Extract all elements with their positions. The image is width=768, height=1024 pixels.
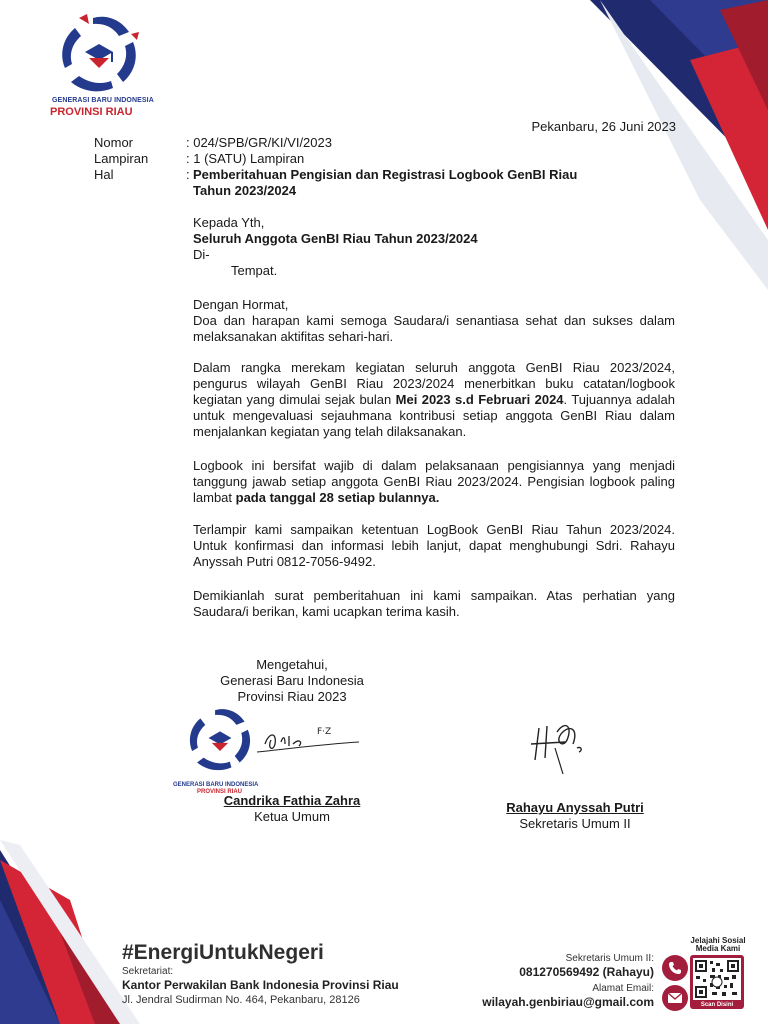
paragraph-2 <box>193 360 675 440</box>
lampiran-label: Lampiran <box>94 151 149 166</box>
footer-office-name: Kantor Perwakilan Bank Indonesia Provinsi Riau <box>122 978 399 992</box>
footer-contact-phone: 081270569492 (Rahayu) <box>519 965 654 979</box>
stamp-caption1: GENERASI BARU INDONESIA <box>173 782 259 788</box>
qr-code-icon[interactable] <box>690 955 744 1009</box>
signer-1 <box>172 793 412 825</box>
stamp-logo-icon <box>175 700 265 780</box>
svg-text:F·Z: F·Z <box>317 727 332 737</box>
recipient-tempat: Tempat. <box>231 263 278 278</box>
signature-2-icon <box>525 718 605 783</box>
recipient-block <box>193 215 675 279</box>
paragraph-3-a: Logbook ini bersifat wajib di dalam pelaksanaan pengisiannya yang menjadi tanggung jawab setiap anggota GenBI Riau 2023/2024. Pengisian logbook paling lambat <box>193 458 675 505</box>
place-date: Pekanbaru, 26 Juni 2023 <box>531 119 676 134</box>
hal-subject-line2: Tahun 2023/2024 <box>193 183 297 198</box>
hal-label: Hal <box>94 167 114 182</box>
qr-title <box>682 937 754 953</box>
phone-icon[interactable] <box>662 955 688 981</box>
footer-contact-label: Sekretaris Umum II: <box>565 953 654 964</box>
org-line2: Provinsi Riau 2023 <box>237 689 347 704</box>
signer-1-title: Ketua Umum <box>254 809 330 824</box>
hal-sep: : <box>186 167 190 182</box>
greeting: Dengan Hormat, <box>193 297 289 312</box>
footer-sekretariat-label: Sekretariat: <box>122 966 174 977</box>
kepada-yth: Kepada Yth, <box>193 215 265 230</box>
paragraph-3 <box>193 458 675 506</box>
logo-caption-line2: PROVINSI RIAU <box>50 106 133 118</box>
paragraph-2-period: Mei 2023 s.d Februari 2024 <box>395 392 564 407</box>
signer-2-title: Sekretaris Umum II <box>519 816 631 831</box>
footer-email: wilayah.genbiriau@gmail.com <box>482 995 654 1009</box>
org-line1: Generasi Baru Indonesia <box>220 673 364 688</box>
paragraph-2-a: Dalam rangka merekam kegiatan seluruh anggota GenBI Riau 2023/2024, pengurus wilayah GenBI Riau 2023/2024 menerbitkan buku catatan/logbook kegiatan yang dimulai sejak bulan <box>193 360 675 407</box>
paragraph-1: Doa dan harapan kami semoga Saudara/i senantiasa sehat dan sukses dalam melaksanakan aktifitas sehari-hari. <box>193 313 675 344</box>
signer-2 <box>460 800 690 832</box>
recipient-name: Seluruh Anggota GenBI Riau Tahun 2023/2024 <box>193 231 478 246</box>
footer-hashtag: #EnergiUntukNegeri <box>122 941 324 964</box>
genbi-logo-icon <box>44 12 154 97</box>
hal-subject <box>193 167 577 199</box>
signer-2-name: Rahayu Anyssah Putri <box>506 800 644 815</box>
mengetahui-block <box>172 657 412 705</box>
qr-title-line2: Media Kami <box>695 944 741 953</box>
stamp-caption2: PROVINSI RIAU <box>197 789 243 795</box>
email-icon[interactable] <box>662 985 688 1011</box>
qr-title-line1: Jelajahi Sosial <box>690 936 746 945</box>
mengetahui: Mengetahui, <box>256 657 328 672</box>
hal-subject-line1: Pemberitahuan Pengisian dan Registrasi Logbook GenBI Riau <box>193 167 578 182</box>
paragraph-4: Terlampir kami sampaikan ketentuan LogBook GenBI Riau Tahun 2023/2024. Untuk konfirmasi dan informasi lebih lanjut, dapat menghubungi Sdri. Rahayu Anyssah Putri 0812-7056-9492. <box>193 522 675 569</box>
nomor-label: Nomor <box>94 135 134 150</box>
recipient-di: Di- <box>193 247 210 262</box>
paragraph-2-c: . Tujuannya adalah untuk mengevaluasi sejauhmana kontribusi setiap anggota GenBI Riau dalam menjalankan kegiatan yang telah dilaksanakan. <box>193 392 675 439</box>
footer-office-address: Jl. Jendral Sudirman No. 464, Pekanbaru, 28126 <box>122 994 360 1006</box>
paragraph-3-deadline: pada tanggal 28 setiap bulannya. <box>235 490 440 505</box>
paragraph-5: Demikianlah surat pemberitahuan ini kami sampaikan. Atas perhatian yang Saudara/i berikan, kami ucapkan terima kasih. <box>193 588 675 619</box>
footer-email-label: Alamat Email: <box>592 983 654 994</box>
qr-caption: Scan Disini <box>700 1002 734 1008</box>
nomor-value: : 024/SPB/GR/KI/VI/2023 <box>186 135 332 150</box>
lampiran-value: : 1 (SATU) Lampiran <box>186 151 305 166</box>
logo-caption-line1: GENERASI BARU INDONESIA <box>52 97 154 104</box>
signature-1-icon <box>255 722 365 762</box>
signer-1-name: Candrika Fathia Zahra <box>223 793 361 808</box>
